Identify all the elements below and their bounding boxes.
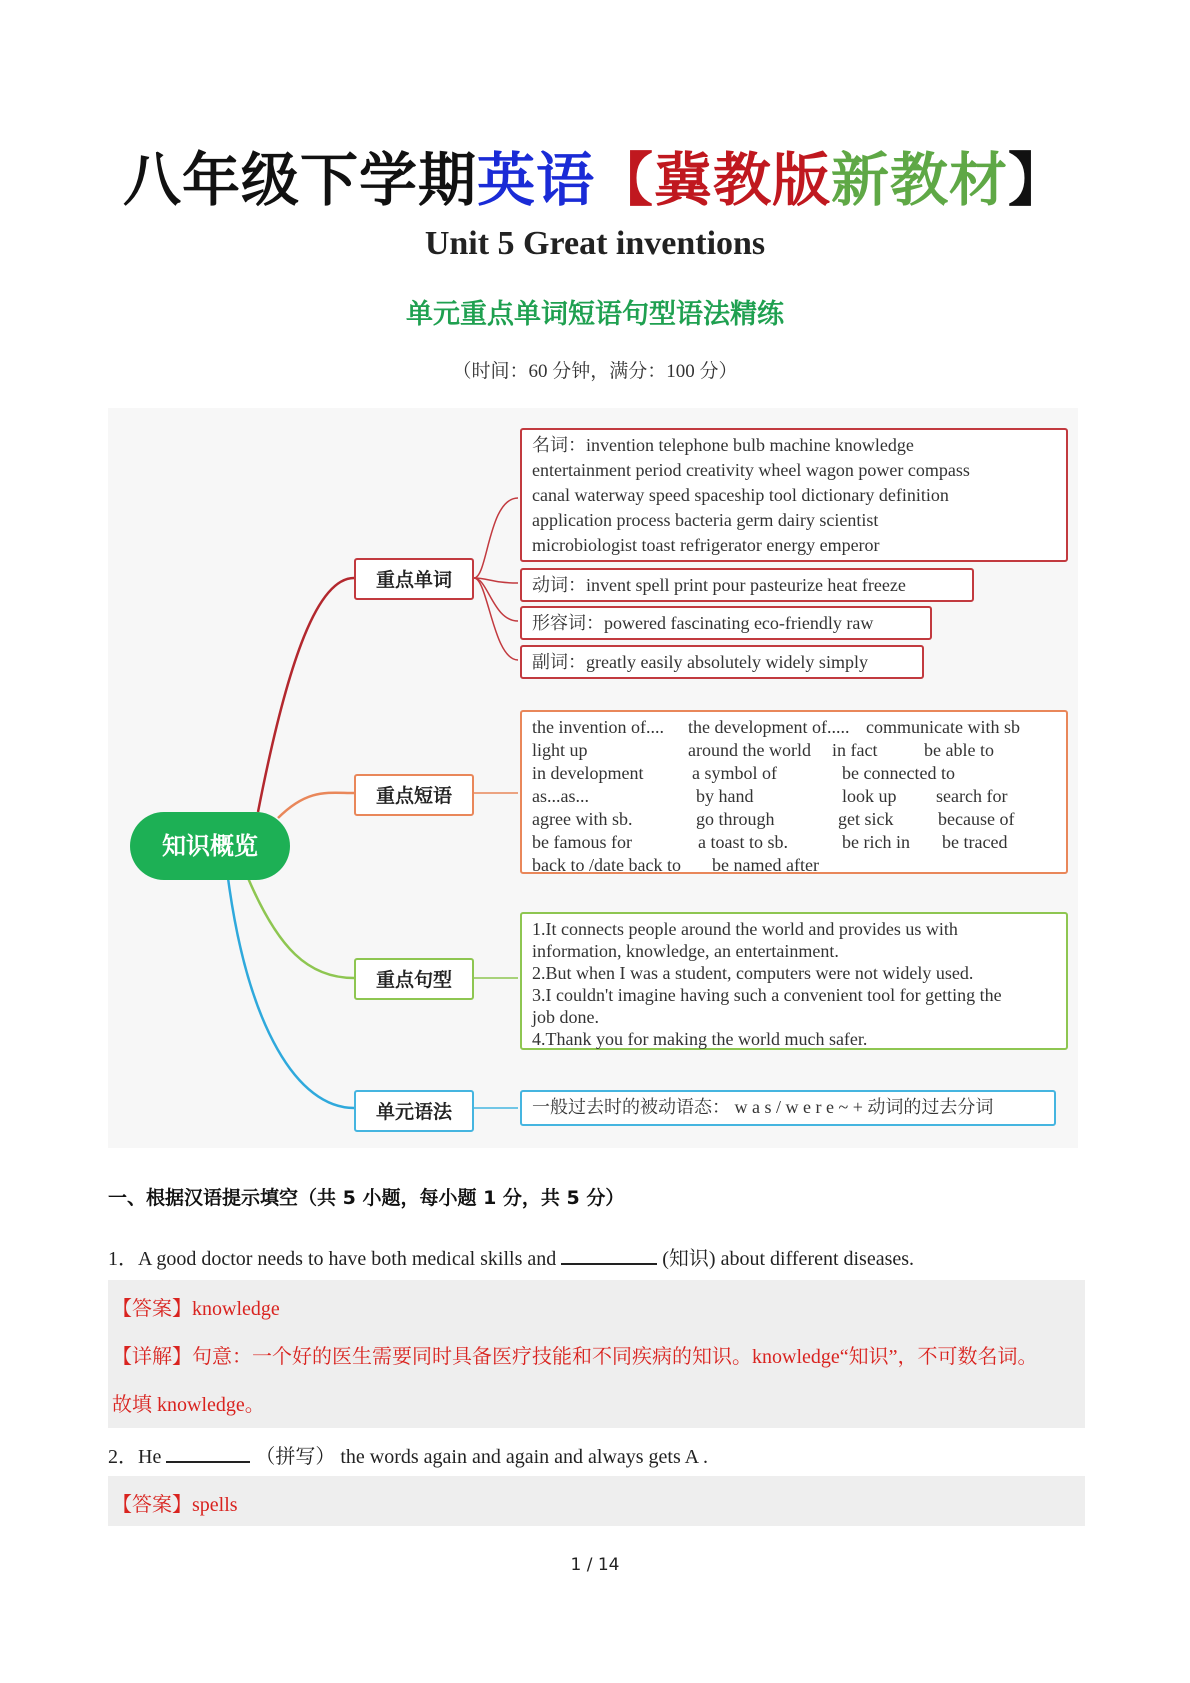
- section-one-title: 一、根据汉语提示填空（共 5 小题，每小题 1 分，共 5 分）: [108, 1187, 625, 1209]
- sentence-line: 1.It connects people around the world and provides us with: [532, 919, 958, 939]
- phrase: as...as...: [532, 786, 589, 806]
- nouns-line: 名词：invention telephone bulb machine knowledge: [532, 435, 914, 455]
- phrases-box: [520, 710, 1068, 874]
- sentences-box: [520, 912, 1068, 1050]
- time-info: （时间：60 分钟，满分：100 分）: [452, 361, 738, 382]
- sentence-line: information, knowledge, an entertainment.: [532, 941, 839, 961]
- phrase: search for: [936, 786, 1008, 806]
- phrase: go through: [696, 809, 775, 829]
- topic-key-phrases: 重点短语: [354, 774, 474, 816]
- sentence-line: job done.: [532, 1007, 599, 1027]
- topic-key-words: 重点单词: [354, 558, 474, 600]
- page-number: 1 / 14: [570, 1555, 620, 1575]
- phrase: agree with sb.: [532, 809, 633, 829]
- phrase: in fact: [832, 740, 878, 760]
- phrase: get sick: [838, 809, 894, 829]
- phrase: a symbol of: [692, 763, 777, 783]
- phrase: the invention of....: [532, 717, 664, 737]
- phrase: a toast to sb.: [698, 832, 788, 852]
- phrase: be named after: [712, 855, 819, 875]
- phrase: because of: [938, 809, 1015, 829]
- nouns-box: [520, 428, 1068, 562]
- topic-key-sentences: 重点句型: [354, 958, 474, 1000]
- nouns-line: microbiologist toast refrigerator energy emperor: [532, 535, 880, 555]
- phrase-row: [532, 785, 1056, 808]
- phrase-row: [532, 739, 1056, 762]
- phrase-row: [532, 808, 1056, 831]
- sentence-line: 3.I couldn't imagine having such a convenient tool for getting the: [532, 985, 1002, 1005]
- unit-subtitle: Unit 5 Great inventions: [424, 225, 766, 262]
- answer-label: 【答案】knowledge: [112, 1298, 280, 1320]
- phrase: be traced: [942, 832, 1008, 852]
- section-heading: 单元重点单词短语句型语法精练: [406, 299, 784, 330]
- question-text: 1．A good doctor needs to have both medical skills and: [108, 1248, 562, 1270]
- topic-grammar: 单元语法: [354, 1090, 474, 1132]
- question-text: (知识) about different diseases.: [657, 1248, 915, 1270]
- nouns-line: canal waterway speed spaceship tool dictionary definition: [532, 485, 949, 505]
- phrase: be rich in: [842, 832, 910, 852]
- phrase: the development of.....: [688, 717, 850, 737]
- answer-blank: [166, 1441, 250, 1463]
- phrase: by hand: [696, 786, 754, 806]
- question-1: [108, 1242, 914, 1271]
- question-text: （拼写） the words again and again and always gets A .: [250, 1446, 709, 1468]
- mind-map-hub: 知识概览: [130, 812, 290, 880]
- document-title: 八年级下学期英语【冀教版新教材】: [122, 146, 1068, 214]
- phrase: in development: [532, 763, 644, 783]
- phrase: be able to: [924, 740, 994, 760]
- verbs-box: 动词：invent spell print pour pasteurize heat freeze: [520, 568, 974, 602]
- answer-block-2: [108, 1476, 1085, 1526]
- adjectives-box: 形容词：powered fascinating eco-friendly raw: [520, 606, 932, 640]
- answer-label: 【答案】spells: [112, 1494, 238, 1516]
- phrase: communicate with sb: [866, 717, 1020, 737]
- mind-map: [108, 408, 1078, 1148]
- phrase-row: [532, 716, 1056, 739]
- phrase-row: [532, 831, 1056, 854]
- phrase: look up: [842, 786, 897, 806]
- answer-block-1: [108, 1280, 1085, 1428]
- nouns-line: application process bacteria germ dairy scientist: [532, 510, 879, 530]
- answer-blank: [561, 1243, 657, 1265]
- explanation-line: 故填 knowledge。: [112, 1394, 265, 1416]
- question-text: 2．He: [108, 1446, 167, 1468]
- phrase: be connected to: [842, 763, 955, 783]
- explanation-line: 【详解】句意：一个好的医生需要同时具备医疗技能和不同疾病的知识。knowledge“知识”，不可数名词。: [112, 1346, 1038, 1368]
- sentence-line: 2.But when I was a student, computers were not widely used.: [532, 963, 974, 983]
- phrase-row: [532, 762, 1056, 785]
- nouns-line: entertainment period creativity wheel wagon power compass: [532, 460, 970, 480]
- adverbs-box: 副词：greatly easily absolutely widely simply: [520, 645, 924, 679]
- grammar-box: 一般过去时的被动语态： w a s / w e r e ~ + 动词的过去分词: [520, 1090, 1056, 1126]
- phrase: back to /date back to: [532, 855, 681, 875]
- phrase: be famous for: [532, 832, 632, 852]
- phrase: around the world: [688, 740, 811, 760]
- phrase: light up: [532, 740, 588, 760]
- phrase-row: [532, 854, 1056, 877]
- sentence-line: 4.Thank you for making the world much safer.: [532, 1029, 868, 1049]
- question-2: [108, 1440, 708, 1469]
